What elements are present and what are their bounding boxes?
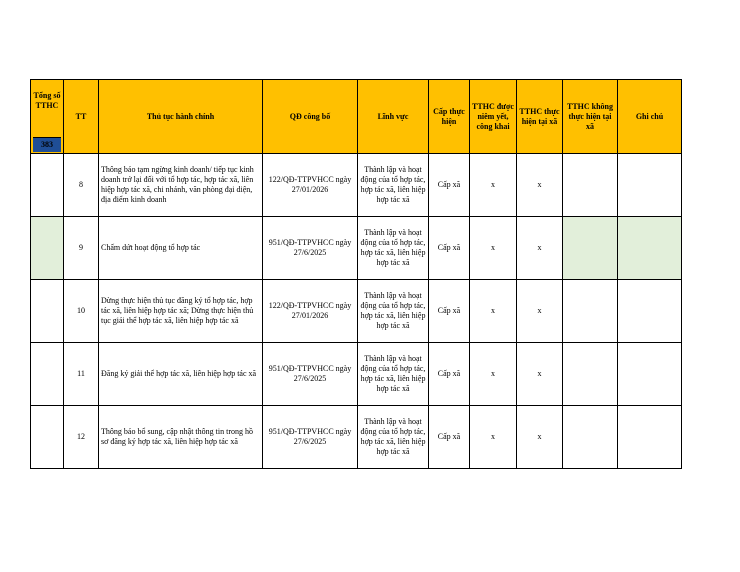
at-commune-header: TTHC thực hiện tại xã [517,80,563,154]
total-cell [31,217,64,280]
row-number: 12 [64,406,99,469]
total-cell [31,154,64,217]
table-row [31,154,682,217]
not-at-commune-header: TTHC không thực hiện tại xã [563,80,618,154]
posted-mark: x [470,154,517,217]
note-cell [618,343,682,406]
table-row [31,280,682,343]
procedure-name: Đăng ký giải thể hợp tác xã, liên hiệp hợp tác xã [99,343,263,406]
at-commune-mark: x [517,217,563,280]
table-row [31,343,682,406]
procedure-name: Chấm dứt hoạt động tổ hợp tác [99,217,263,280]
total-cell [31,343,64,406]
not-at-commune-mark [563,217,618,280]
row-number: 10 [64,280,99,343]
total-cell [31,280,64,343]
decision-ref: 122/QĐ-TTPVHCC ngày 27/01/2026 [263,280,358,343]
field-name: Thành lập và hoạt động của tổ hợp tác, hợp tác xã, liên hiệp hợp tác xã [358,280,429,343]
field-name: Thành lập và hoạt động của tổ hợp tác, hợp tác xã, liên hiệp hợp tác xã [358,343,429,406]
row-number: 11 [64,343,99,406]
total-tthc-count: 383 [33,137,61,152]
note-cell [618,406,682,469]
total-cell [31,406,64,469]
procedure-name: Thông báo tạm ngừng kinh doanh/ tiếp tục kinh doanh trở lại đối với tổ hợp tác, hợp tác xã, liên hiệp hợp tác xã, chi nhánh, văn phòng đại diện, địa điểm kinh doanh [99,154,263,217]
level-cell: Cấp xã [429,343,470,406]
note-cell [618,280,682,343]
procedures-table [30,79,682,469]
tt-header: TT [64,80,99,154]
decision-ref: 122/QĐ-TTPVHCC ngày 27/01/2026 [263,154,358,217]
table-row [31,217,682,280]
field-header: Lĩnh vực [358,80,429,154]
row-number: 9 [64,217,99,280]
field-name: Thành lập và hoạt động của tổ hợp tác, hợp tác xã, liên hiệp hợp tác xã [358,154,429,217]
posted-mark: x [470,343,517,406]
note-header: Ghi chú [618,80,682,154]
decision-ref: 951/QĐ-TTPVHCC ngày 27/6/2025 [263,406,358,469]
table-row [31,406,682,469]
posted-mark: x [470,217,517,280]
not-at-commune-mark [563,154,618,217]
note-cell [618,154,682,217]
total-tthc-label: Tổng số TTHC [33,91,61,110]
not-at-commune-mark [563,406,618,469]
not-at-commune-mark [563,343,618,406]
level-header: Cấp thực hiện [429,80,470,154]
procedure-name: Dừng thực hiện thủ tục đăng ký tổ hợp tác, hợp tác xã, liên hiệp hợp tác xã; Dừng thực hiện thủ tục giải thể hợp tác xã, liên hiệp hợp tác xã [99,280,263,343]
posted-header: TTHC được niêm yết, công khai [470,80,517,154]
decision-ref: 951/QĐ-TTPVHCC ngày 27/6/2025 [263,343,358,406]
note-cell [618,217,682,280]
at-commune-mark: x [517,406,563,469]
field-name: Thành lập và hoạt động của tổ hợp tác, hợp tác xã, liên hiệp hợp tác xã [358,406,429,469]
total-tthc-header [31,80,64,154]
posted-mark: x [470,406,517,469]
at-commune-mark: x [517,154,563,217]
row-number: 8 [64,154,99,217]
at-commune-mark: x [517,343,563,406]
procedure-header: Thủ tục hành chính [99,80,263,154]
decision-ref: 951/QĐ-TTPVHCC ngày 27/6/2025 [263,217,358,280]
field-name: Thành lập và hoạt động của tổ hợp tác, hợp tác xã, liên hiệp hợp tác xã [358,217,429,280]
not-at-commune-mark [563,280,618,343]
decision-header: QĐ công bố [263,80,358,154]
procedure-name: Thông báo bổ sung, cập nhật thông tin trong hồ sơ đăng ký hợp tác xã, liên hiệp hợp tác xã [99,406,263,469]
posted-mark: x [470,280,517,343]
at-commune-mark: x [517,280,563,343]
level-cell: Cấp xã [429,406,470,469]
level-cell: Cấp xã [429,280,470,343]
table-header-row [31,80,682,154]
level-cell: Cấp xã [429,217,470,280]
level-cell: Cấp xã [429,154,470,217]
